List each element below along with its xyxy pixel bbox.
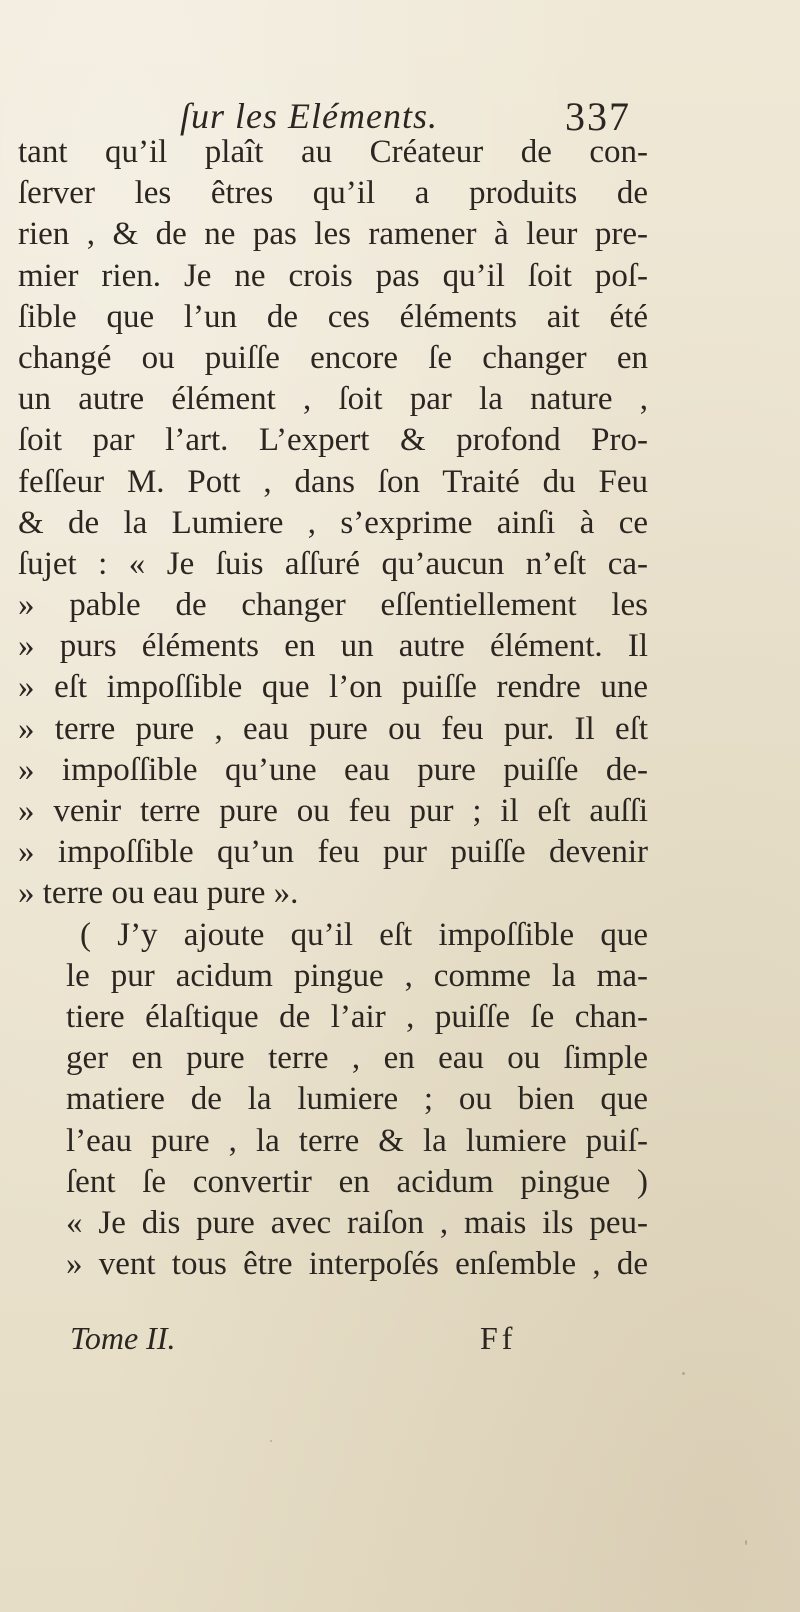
paper-speck: [270, 1440, 272, 1442]
text-line: ſible que l’un de ces éléments ait été: [18, 298, 648, 335]
text-line: ſujet : « Je ſuis aſſuré qu’aucun n’eſt ca-: [18, 545, 648, 582]
text-line: » terre ou eau pure ».: [18, 875, 299, 912]
page-number: 337: [565, 94, 631, 139]
signature-mark: Ff: [480, 1320, 517, 1356]
text-line: » impoſſible qu’un feu pur puiſſe devenir: [18, 834, 648, 871]
text-line: le pur acidum pingue , comme la ma-: [66, 957, 648, 994]
body-text: [18, 132, 648, 1285]
text-line: ger en pure terre , en eau ou ſimple: [66, 1040, 648, 1077]
text-line: ſoit par l’art. L’expert & profond Pro-: [18, 422, 648, 459]
text-line: » purs éléments en un autre élément. Il: [18, 628, 648, 665]
text-line: » pable de changer eſſentiellement les: [18, 587, 648, 624]
text-line: & de la Lumiere , s’exprime ainſi à ce: [18, 504, 648, 541]
text-line: matiere de la lumiere ; ou bien que: [66, 1081, 648, 1118]
text-line: » impoſſible qu’une eau pure puiſſe de-: [18, 751, 648, 788]
text-line: » vent tous être interpoſés enſemble , de: [66, 1246, 648, 1283]
text-line: » terre pure , eau pure ou feu pur. Il eſt: [18, 710, 648, 747]
text-line: mier rien. Je ne crois pas qu’il ſoit poſ-: [18, 257, 648, 294]
text-line: un autre élément , ſoit par la nature ,: [18, 381, 648, 418]
running-title: ſur les Eléments.: [180, 96, 438, 136]
text-line: » eſt impoſſible que l’on puiſſe rendre une: [18, 669, 648, 706]
text-line: ſent ſe convertir en acidum pingue ): [66, 1163, 648, 1200]
paragraph-start-line: ( J’y ajoute qu’il eſt impoſſible que: [80, 916, 648, 953]
text-line: tiere élaſtique de l’air , puiſſe ſe chan-: [66, 998, 648, 1035]
text-line: l’eau pure , la terre & la lumiere puiſ-: [66, 1122, 648, 1159]
volume-label: Tome II.: [70, 1320, 176, 1356]
text-line: rien , & de ne pas les ramener à leur pre-: [18, 216, 648, 253]
text-line: changé ou puiſſe encore ſe changer en: [18, 339, 648, 376]
text-line: tant qu’il plaît au Créateur de con-: [18, 134, 648, 170]
page-footer: [0, 1320, 800, 1370]
paper-speck: [745, 1540, 747, 1545]
text-line: « Je dis pure avec raiſon , mais ils peu-: [66, 1204, 648, 1241]
text-line: feſſeur M. Pott , dans ſon Traité du Feu: [18, 463, 648, 500]
text-line: ſerver les êtres qu’il a produits de: [18, 175, 648, 212]
paper-speck: [682, 1372, 685, 1375]
text-line: » venir terre pure ou feu pur ; il eſt auſſi: [18, 793, 648, 829]
